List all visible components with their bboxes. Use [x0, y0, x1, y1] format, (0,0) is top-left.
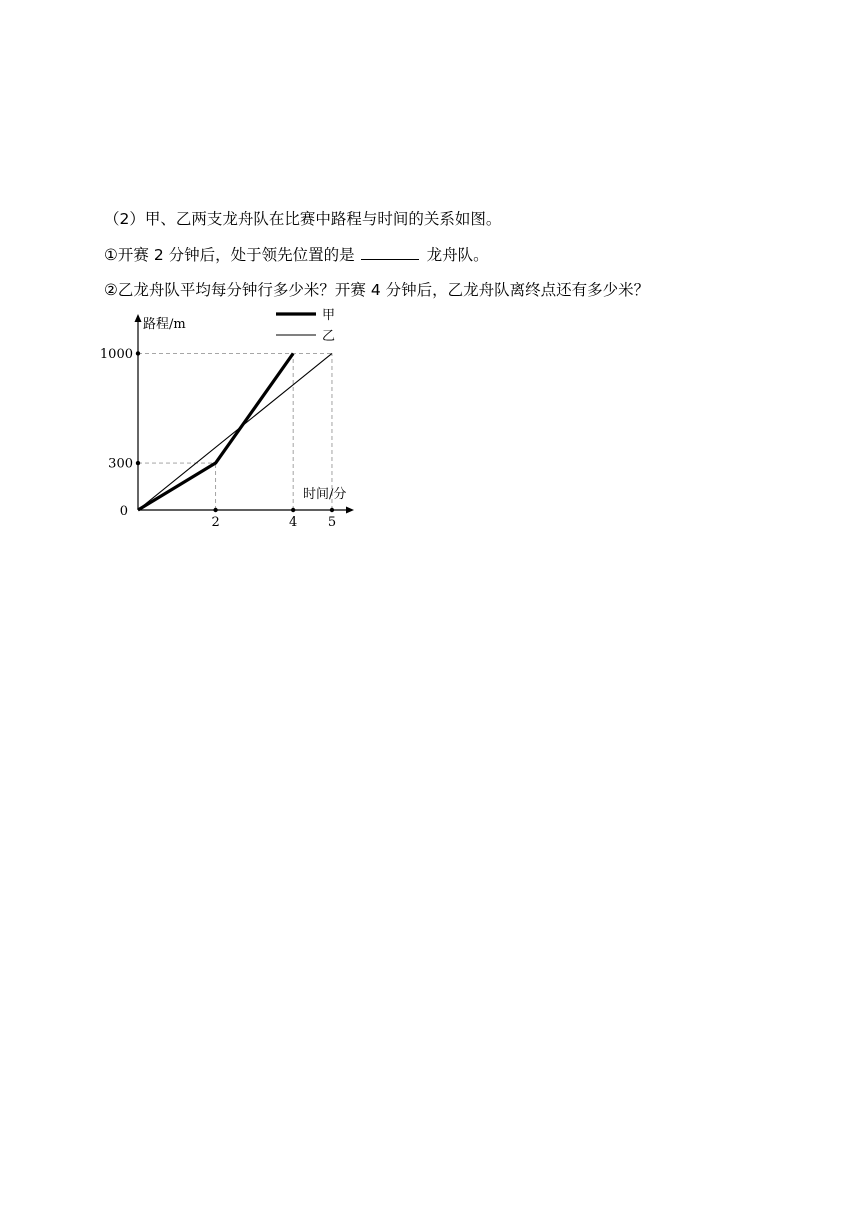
- x-axis-label: 时间/分: [303, 487, 347, 502]
- legend-label: 甲: [322, 308, 336, 323]
- y-axis-label: 路程/m: [143, 317, 186, 332]
- answer-blank[interactable]: [361, 245, 419, 260]
- part-1-text: ①开赛 2 分钟后，处于领先位置的是: [104, 246, 355, 264]
- x-tick-dot: [291, 508, 295, 512]
- x-tick-label: 4: [289, 515, 298, 530]
- y-axis-arrow: [135, 314, 142, 322]
- x-tick-label: 2: [211, 515, 220, 530]
- question-part-2: ②乙龙舟队平均每分钟行多少米？开赛 4 分钟后，乙龙舟队离终点还有多少米？: [104, 281, 650, 299]
- x-tick-dot: [213, 508, 217, 512]
- distance-time-chart: [100, 304, 360, 530]
- legend-label: 乙: [322, 329, 336, 344]
- ticks: [100, 347, 336, 530]
- y-tick-dot: [136, 351, 140, 355]
- question-part-1: [104, 245, 489, 265]
- x-tick-label: 5: [327, 515, 337, 530]
- x-axis-arrow: [346, 507, 354, 514]
- y-tick-label: 300: [108, 456, 133, 472]
- y-tick-dot: [136, 461, 140, 465]
- origin-label: 0: [119, 504, 128, 519]
- question-heading: （2）甲、乙两支龙舟队在比赛中路程与时间的关系如图。: [104, 210, 502, 228]
- x-tick-dot: [330, 508, 334, 512]
- legend: [276, 308, 335, 344]
- y-tick-label: 1000: [100, 346, 133, 362]
- part-1-suffix: 龙舟队。: [426, 246, 489, 264]
